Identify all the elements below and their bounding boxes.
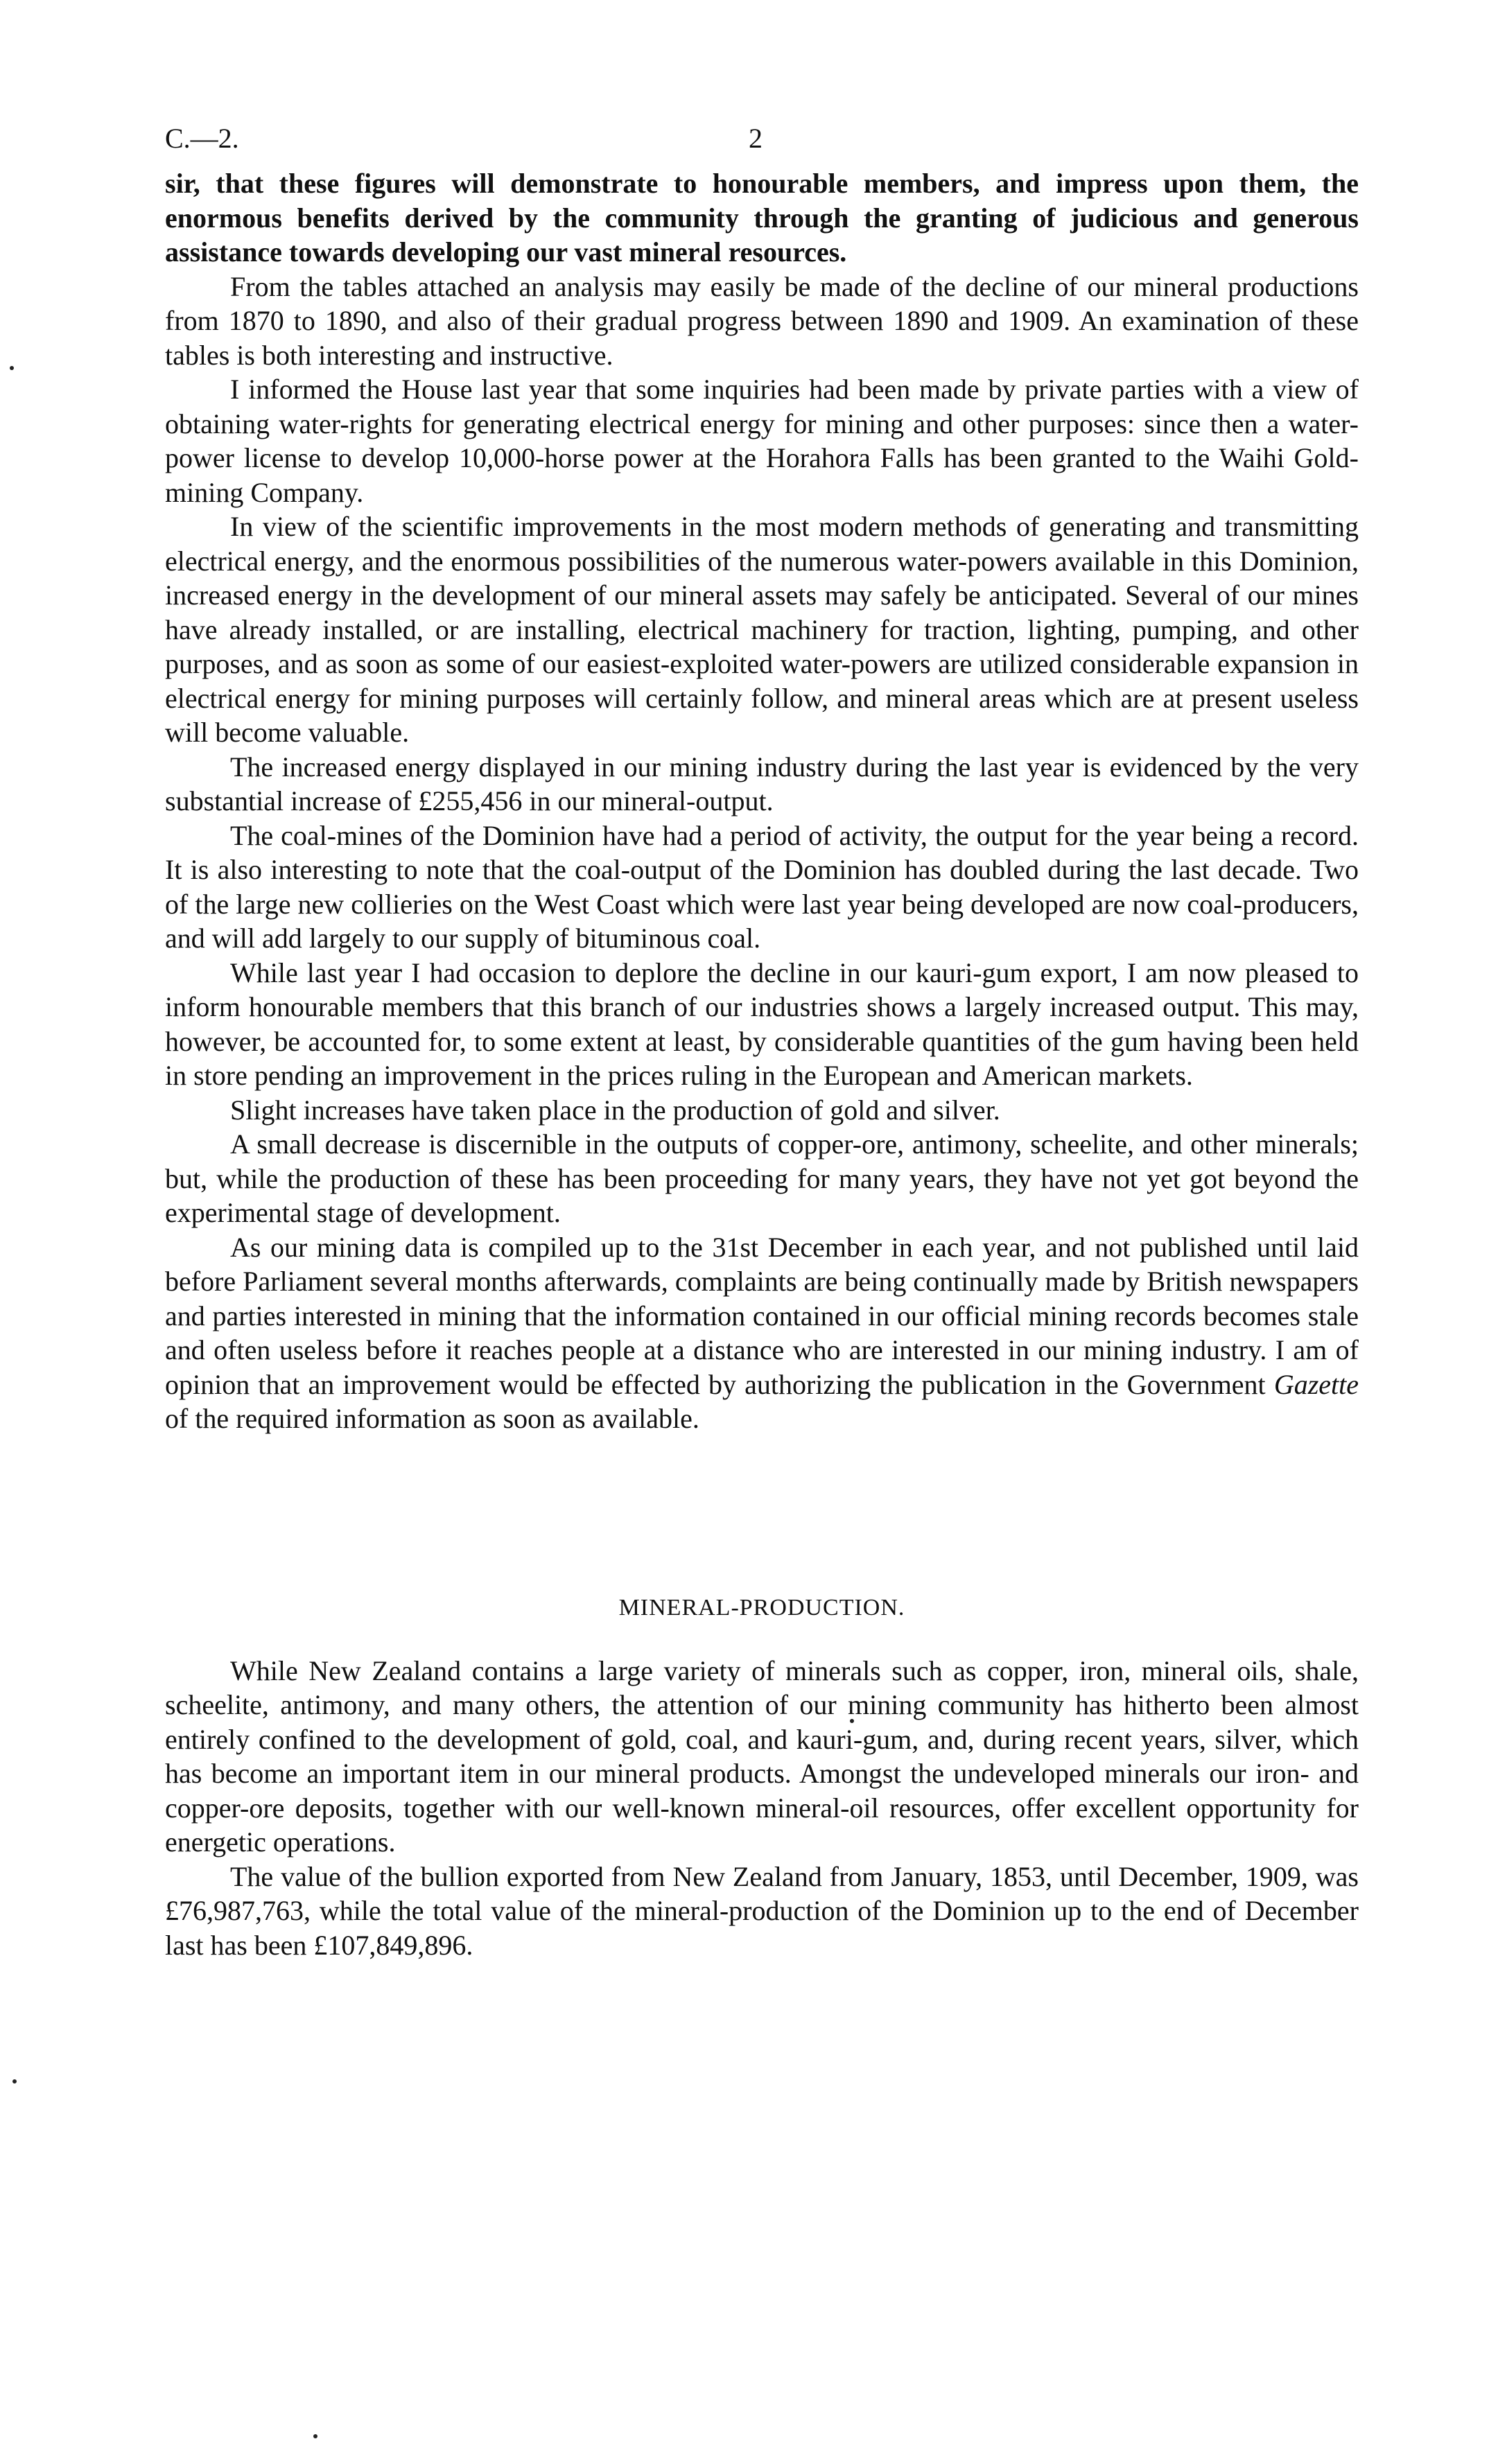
document-page xyxy=(165,118,1359,1962)
intro-paragraph: Slight increases have taken place in the production of gold and silver. xyxy=(230,1094,1000,1126)
intro-paragraph: sir, that these figures will demonstrate to honourable members, and impress upon them, the enormous benefits derived by the community through the granting of judicious and generous assistance towards developing our vast mineral resources. xyxy=(165,168,1359,268)
intro-text xyxy=(165,166,1359,1436)
intro-paragraph: I informed the House last year that some inquiries had been made by private parties with a view of obtaining water-rights for generating electrical energy for mining and other purposes: since then a water-power license to develop 10,000-horse power at the Horahora Falls has been granted to the Waihi Gold-mining Company. xyxy=(165,374,1359,508)
gazette-text-after: of the required information as soon as available. xyxy=(165,1403,699,1434)
gazette-text-before: As our mining data is compiled up to the 31st December in each year, and not published until laid before Parliament several months afterwards, complaints are being continually made by British newspapers and parties interested in mining that the information contained in our official mining records becomes stale and often useless before it reaches people at a distance who are interested in our mining industry. I am of opinion that an improvement would be effected by authorizing the publication in the Government xyxy=(165,1231,1359,1400)
intro-paragraph: From the tables attached an analysis may easily be made of the decline of our mineral productions from 1870 to 1890, and also of their gradual progress between 1890 and 1909. An examination of these tables is both interesting and instructive. xyxy=(165,270,1359,371)
section-heading: MINERAL-PRODUCTION. xyxy=(618,1594,905,1620)
intro-paragraph: A small decrease is discernible in the outputs of copper-ore, antimony, scheelite, and other minerals; but, while the production of these has been proceeding for many years, they have not yet got beyond the experimental stage of development. xyxy=(165,1128,1359,1228)
section-paragraph: The value of the bullion exported from New Zealand from January, 1853, until December, 1909, was £76,987,763, while the total value of the mineral-production of the Dominion up to the end of December last has been £107,849,896. xyxy=(165,1860,1359,1961)
intro-paragraph: In view of the scientific improvements in the most modern methods of generating and transmitting electrical energy, and the enormous possibilities of the numerous water-powers available in this Dominion, increased energy in the development of our mineral assets may safely be anticipated. Several of our mines have already installed, or are installing, electrical machinery for traction, lighting, pumping, and other purposes, and as soon as some of our easiest-exploited water-powers are utilized considerable expansion in electrical energy for mining purposes will certainly follow, and mineral areas which are at present useless will become valuable. xyxy=(165,511,1359,748)
gazette-italic: Gazette xyxy=(1273,1368,1359,1400)
intro-paragraph-gazette xyxy=(165,1230,1359,1436)
document-code: C.—2. xyxy=(165,123,239,154)
intro-paragraph: The coal-mines of the Dominion have had a period of activity, the output for the year being a record. It is also interesting to note that the coal-output of the Dominion has doubled during the last decade. Two of the large new collieries on the West Coast which were last year being developed are now coal-producers, and will add largely to our supply of bituminous coal. xyxy=(165,819,1359,954)
intro-paragraph: While last year I had occasion to deplore the decline in our kauri-gum export, I am now pleased to inform honourable members that this branch of our industries shows a largely increased output. This may, however, be accounted for, to some extent at least, by considerable quantities of the gum having been held in store pending an improvement in the prices ruling in the European and American markets. xyxy=(165,956,1359,1091)
section-paragraph: While New Zealand contains a large variety of minerals such as copper, iron, mineral oils, shale, scheelite, antimony, and many others, the attention of our mining community has hitherto been almost entirely confined to the development of gold, coal, and kauri-gum, and, during recent years, silver, which has become an important item in our mineral products. Amongst the undeveloped minerals our iron- and copper-ore deposits, together with our well-known mineral-oil resources, offer excellent opportunity for energetic operations. xyxy=(165,1654,1359,1858)
page-number: 2 xyxy=(749,123,763,154)
margin-mark-left-lower xyxy=(12,2079,17,2083)
mineral-production-section xyxy=(165,1654,1359,1963)
margin-mark-bottom xyxy=(313,2434,317,2438)
margin-mark-left xyxy=(10,366,14,370)
intro-paragraph: The increased energy displayed in our mining industry during the last year is evidenced by the very substantial increase of £255,456 in our mineral-output. xyxy=(165,751,1359,816)
running-head xyxy=(165,118,1359,166)
